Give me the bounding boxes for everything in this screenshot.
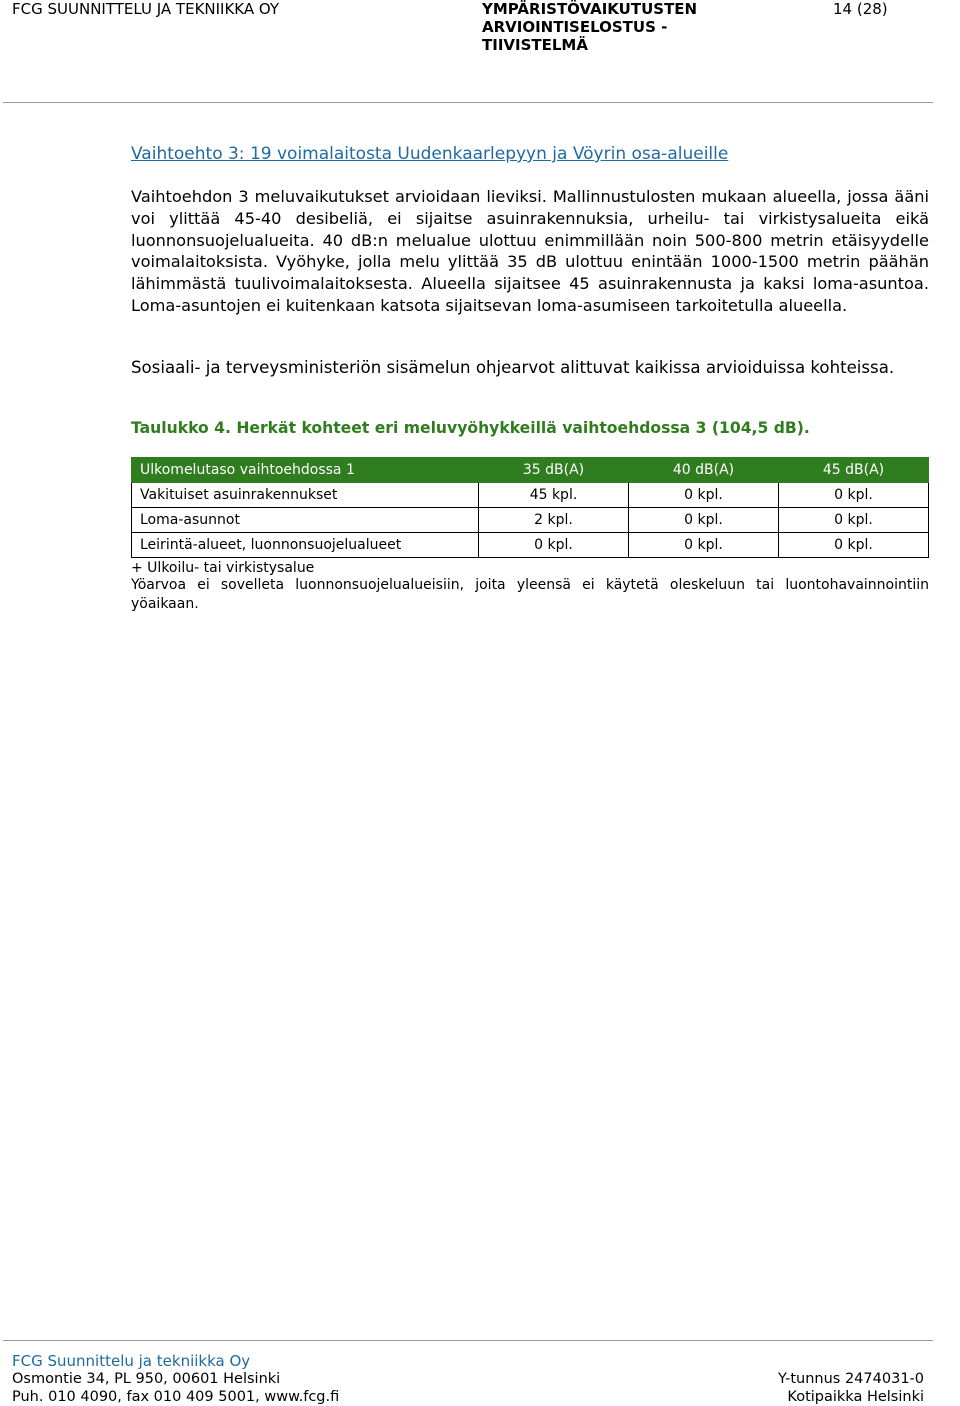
table-header-cell: 45 dB(A): [779, 458, 929, 483]
table-row: [132, 533, 929, 558]
table-header-row: [132, 458, 929, 483]
noise-table: [131, 457, 929, 558]
header-doc-title: YMPÄRISTÖVAIKUTUSTEN ARVIOINTISELOSTUS - TIIVISTELMÄ: [482, 0, 698, 54]
footer-divider: [3, 1340, 933, 1341]
footer-business-id: Y-tunnus 2474031-0: [777, 1371, 924, 1387]
table-cell: Vakituiset asuinrakennukset: [132, 483, 479, 508]
table-cell: 0 kpl.: [629, 483, 779, 508]
footer-contact: [12, 1370, 339, 1406]
footer-address: Osmontie 34, PL 950, 00601 Helsinki: [12, 1371, 281, 1387]
table-cell: 2 kpl.: [479, 508, 629, 533]
footer-registration: [778, 1370, 924, 1406]
table-cell: 0 kpl.: [479, 533, 629, 558]
section-subheading: Vaihtoehto 3: 19 voimalaitosta Uudenkaarlepyyn ja Vöyrin osa-alueille: [131, 144, 729, 164]
table-cell: 0 kpl.: [779, 533, 929, 558]
table-cell: 0 kpl.: [629, 533, 779, 558]
table-cell: 0 kpl.: [779, 483, 929, 508]
header-company: FCG SUUNNITTELU JA TEKNIIKKA OY: [12, 0, 280, 18]
table-cell: 0 kpl.: [629, 508, 779, 533]
table-header-cell: 35 dB(A): [479, 458, 629, 483]
footer-company: FCG Suunnittelu ja tekniikka Oy: [12, 1352, 251, 1370]
table-cell: 0 kpl.: [779, 508, 929, 533]
table-cell: Loma-asunnot: [132, 508, 479, 533]
page-number: 14 (28): [833, 0, 888, 18]
table-row: [132, 508, 929, 533]
table-header-cell: 40 dB(A): [629, 458, 779, 483]
table-header-cell: Ulkomelutaso vaihtoehdossa 1: [132, 458, 479, 483]
table-row: [132, 483, 929, 508]
footer-phone: Puh. 010 4090, fax 010 409 5001, www.fcg.fi: [12, 1389, 340, 1405]
table-caption: Taulukko 4. Herkät kohteet eri meluvyöhykkeillä vaihtoehdossa 3 (104,5 dB).: [131, 419, 810, 437]
body-paragraph: Vaihtoehdon 3 meluvaikutukset arvioidaan lieviksi. Mallinnustulosten mukaan alueella, jossa ääni voi ylittää 45-40 desibeliä, ei sijaitse asuinrakennuksia, urheilu- tai virkistysalueita eikä luonnonsuojelualueita. 40 dB:n melualue ulottuu enimmillään noin 500-800 metrin etäisyydelle voimalaitoksista. Vyöhyke, jolla melu ylittää 35 dB ulottuu enintään 1000-1500 metrin päähän lähimmästä tuulivoimalaitoksesta. Alueella sijaitsee 45 asuinrakennusta ja kaksi loma-asuntoa. Loma-asuntojen ei kuitenkaan katsota sijaitsevan loma-asumiseen tarkoitetulla alueella.: [131, 187, 929, 315]
header-divider: [3, 102, 933, 103]
body-paragraph: Sosiaali- ja terveysministeriön sisämelun ohjearvot alittuvat kaikissa arvioiduissa kohteissa.: [131, 358, 895, 377]
table-footnote: Yöarvoa ei sovelleta luonnonsuojelualueisiin, joita yleensä ei käytetä oleskeluun tai luontohavainnointiin yöaikaan.: [131, 577, 929, 612]
table-footnote: + Ulkoilu- tai virkistysalue: [131, 560, 315, 576]
table-cell: 45 kpl.: [479, 483, 629, 508]
table-cell: Leirintä-alueet, luonnonsuojelualueet: [132, 533, 479, 558]
footer-domicile: Kotipaikka Helsinki: [787, 1389, 924, 1405]
